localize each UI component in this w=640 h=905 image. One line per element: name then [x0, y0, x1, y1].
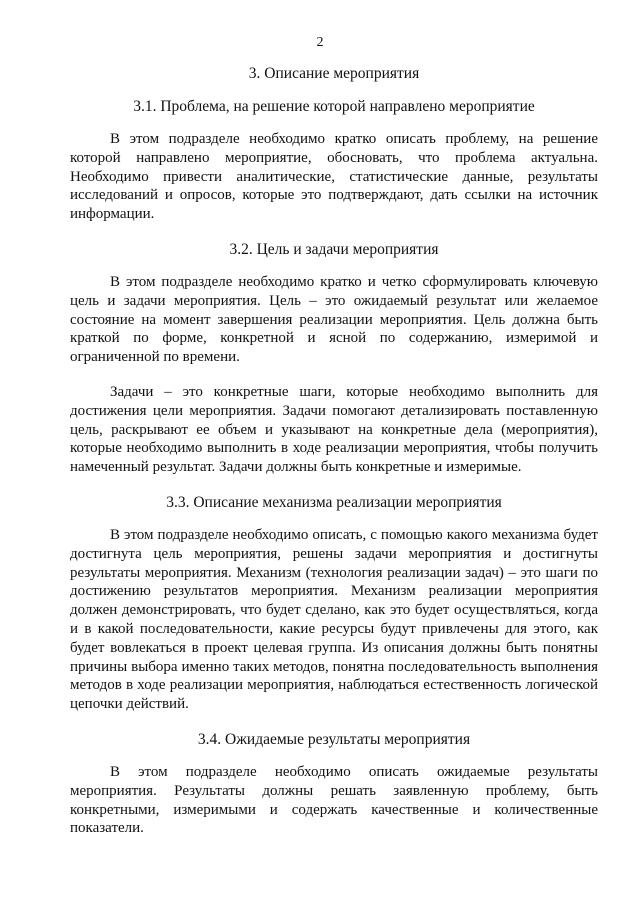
page-number: 2 [316, 35, 324, 50]
paragraph-3-4-1: В этом подразделе необходимо описать ожидаемые результаты мероприятия. Результаты должны решать заявленную проблему, быть конкретными, измеримыми и содержать качественные и количественные показатели. [70, 763, 598, 837]
subsection-title-3-1: 3.1. Проблема, на решение которой направлено мероприятие [133, 98, 535, 115]
paragraph-3-3-1: В этом подразделе необходимо описать, с помощью какого механизма будет достигнута цель мероприятия, решены задачи мероприятия и достигнуты результаты мероприятия. Механизм (технология реализации задач) – это шаги по достижению результатов мероприятия. Механизм реализации мероприятия должен демонстрировать, что будет сделано, как это будет осуществляться, когда и в какой последовательности, какие ресурсы будут привлечены для этого, как будет вовлекаться в проект целевая группа. Из описания должны быть понятны причины выбора именно таких методов, понятна последовательность выполнения методов в ходе реализации мероприятия, наблюдаться естественность логической цепочки действий. [70, 526, 598, 713]
section-title: 3. Описание мероприятия [248, 65, 420, 82]
paragraph-3-2-1: В этом подразделе необходимо кратко и четко сформулировать ключевую цель и задачи мероприятия. Цель – это ожидаемый результат или желаемое состояние на момент завершения реализации мероприятия. Цель должна быть краткой по форме, конкретной и ясной по содержанию, измеримой и ограниченной по времени. [70, 273, 598, 366]
page-content [70, 64, 598, 838]
paragraph-3-1-1: В этом подразделе необходимо кратко описать проблему, на решение которой направлено мероприятие, обосновать, что проблема актуальна. Необходимо привести аналитические, статистические данные, результаты исследований и опросов, которые это подтверждают, дать ссылки на источник информации. [70, 131, 598, 223]
paragraph-3-2-2: Задачи – это конкретные шаги, которые необходимо выполнить для достижения цели мероприятия. Задачи помогают детализировать поставленную цель, раскрывают ее объем и указывают на конкретные дела (мероприятия), которые необходимо выполнить в ходе реализации мероприятия, чтобы получить намеченный результат. Задачи должны быть конкретные и измеримые. [70, 383, 598, 476]
subsection-title-3-3: 3.3. Описание механизма реализации мероприятия [166, 493, 502, 511]
subsection-title-3-2: 3.2. Цель и задачи мероприятия [229, 240, 439, 258]
subsection-title-3-4: 3.4. Ожидаемые результаты мероприятия [197, 730, 471, 748]
